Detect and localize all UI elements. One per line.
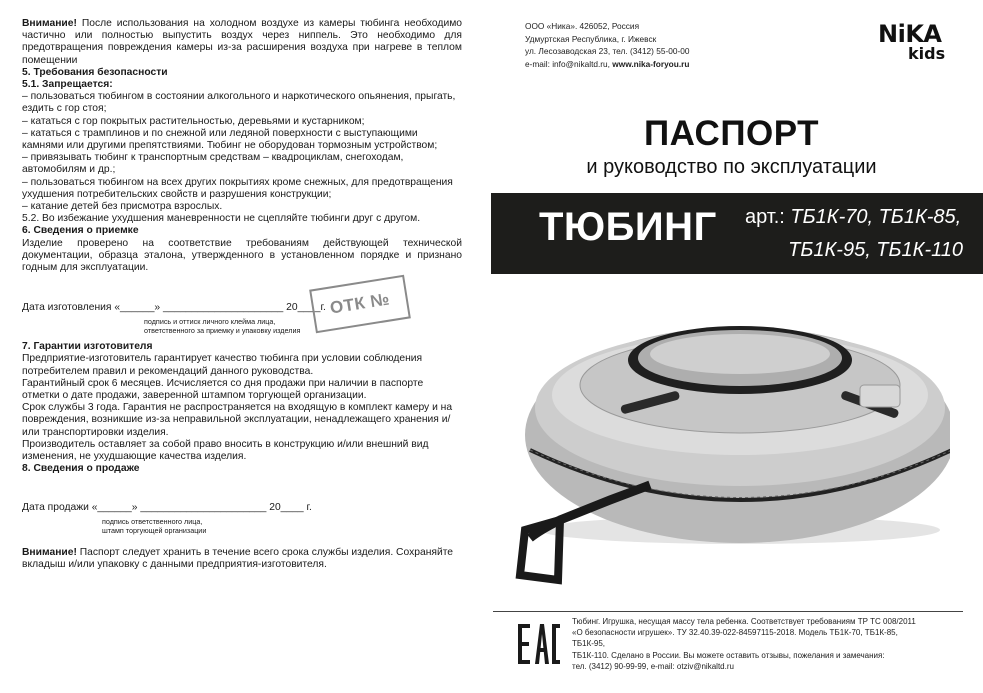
footer-text: [572, 616, 932, 672]
logo-sub: kids: [908, 44, 946, 63]
article-label: арт.:: [745, 206, 791, 228]
product-name: ТЮБИНГ: [539, 205, 717, 249]
list-item: – пользоваться тюбингом в состоянии алкогольного и наркотического опьянения, прыгать, ездить с гор стоя;: [22, 91, 456, 115]
warning-paragraph-2: [22, 547, 462, 571]
left-column: [22, 18, 462, 571]
section-5-2: 5.2. Во избежание ухудшения маневренности не сцепляйте тюбинги друг с другом.: [22, 213, 421, 225]
section-6-text: Изделие проверено на соответствие требованиям действующей технической документации, образца эталона, утвержденного в установленном порядке и признано годным для эксплуатации.: [22, 237, 462, 274]
tubing-image: [500, 290, 950, 595]
warning-label: Внимание!: [22, 546, 77, 558]
company-line: ул. Лесозаводская 23, тел. (3412) 55-00-00: [525, 46, 690, 56]
caption-line: подпись ответственного лица,: [102, 516, 203, 526]
footer-line: Тюбинг. Игрушка, несущая массу тела ребенка. Соответствует требованиям ТР ТС 008/2011: [572, 617, 916, 626]
article-codes-1: ТБ1К-70, ТБ1К-85,: [790, 206, 962, 228]
document-subtitle: и руководство по эксплуатации: [586, 156, 877, 178]
logo-brand: NiKA: [878, 20, 942, 48]
section-7-paragraph: Срок службы 3 года. Гарантия не распространяется на входящую в комплект камеру и на повреждения, возникшие из-за неправильной эксплуатации, ненадлежащего хранения и/или транспортировки изделия.: [22, 402, 453, 438]
manufacture-date-line: [22, 289, 462, 318]
section-7-paragraph: Гарантийный срок 6 месяцев. Исчисляется со дня продажи при наличии в паспорте отметки о дате продажи, заверенной штампом торгующей организации.: [22, 377, 424, 402]
eac-icon: [518, 622, 560, 666]
nika-kids-logo: [878, 22, 962, 70]
document-title: ПАСПОРТ: [644, 114, 819, 153]
eac-mark: [518, 622, 560, 671]
caption-line: подпись и оттиск личного клейма лица,: [144, 317, 276, 327]
warning-text: После использования на холодном воздухе из камеры тюбинга необходимо частично или полностью выпустить воздух через ниппель. Это необходимо для предотвращения повреждения камеры из-за расширения воздуха при нагреве в теплом помещении: [22, 18, 462, 66]
article-codes-2: ТБ1К-95, ТБ1К-110: [788, 239, 963, 261]
list-item: – привязывать тюбинг к транспортным средствам – квадроциклам, снегоходам, автомобилям и др.;: [22, 152, 404, 176]
caption-line: ответственного за приемку и упаковку изделия: [144, 326, 301, 336]
warning-paragraph-1: [22, 18, 462, 67]
sale-date: Дата продажи «______» ______________________ 20____ г.: [22, 501, 312, 513]
manufacture-date: Дата изготовления «______» _____________________ 20____г.: [22, 302, 326, 314]
section-5-1-title: 5.1. Запрещается:: [22, 79, 113, 91]
footer-line: тел. (3412) 90-99-99, e-mail: otziv@nikaltd.ru: [572, 661, 734, 671]
company-line: ООО «Ника». 426052, Россия: [525, 21, 640, 31]
warning-label: Внимание!: [22, 18, 77, 29]
footer-line: «О безопасности игрушек». ТУ 32.40.39-022-84597115-2018. Модель ТБ1К-70, ТБ1К-85, ТБ1К-95,: [572, 628, 898, 649]
footer-line: ТБ1К-110. Сделано в России. Вы можете оставить отзывы, пожелания и замечания:: [572, 650, 885, 660]
article-line-1: [745, 206, 961, 229]
otk-stamp: ОТК №: [309, 275, 411, 333]
company-contacts: [525, 58, 689, 71]
section-6-title: 6. Сведения о приемке: [22, 225, 139, 237]
list-item: – катание детей без присмотра взрослых.: [22, 201, 223, 213]
company-info: [525, 20, 689, 70]
section-7-paragraph: Предприятие-изготовитель гарантирует качество тюбинга при условии соблюдения потребителем правил и рекомендаций данного руководства.: [22, 353, 423, 377]
section-7-paragraph: Производитель оставляет за собой право вносить в конструкцию и/или внешний вид изменения, не ухудшающие качества изделия.: [22, 438, 429, 463]
company-website: www.nika-foryou.ru: [612, 58, 690, 69]
sale-date-line: [22, 502, 462, 514]
warning-text: Паспорт следует хранить в течение всего срока службы изделия. Сохраняйте вкладыш и/или упаковку с данными предприятия-изготовителя.: [22, 546, 454, 570]
company-line: Удмуртская Республика, г. Ижевск: [525, 33, 657, 44]
article-line-2: [788, 239, 963, 262]
caption-line: штамп торгующей организации: [102, 525, 207, 535]
section-5-title: 5. Требования безопасности: [22, 66, 168, 78]
section-7-title: 7. Гарантии изготовителя: [22, 341, 153, 353]
list-item: – кататься с гор покрытых растительностью, деревьями и кустарником;: [22, 115, 365, 127]
list-item: – пользоваться тюбингом на всех других покрытиях кроме снежных, для предотвращения ухудшения потребительских свойств и разрушения конструкции;: [22, 176, 453, 200]
section-8-title: 8. Сведения о продаже: [22, 463, 140, 475]
company-email: e-mail: info@nikaltd.ru,: [525, 58, 613, 69]
sale-caption: [22, 517, 462, 535]
list-item: – кататься с трамплинов и по снежной или ледяной поверхности с выступающими камнями или другими препятствиями. Тюбинг не оборудован тормозным устройством;: [22, 127, 438, 152]
product-band: [491, 193, 983, 274]
footer-divider: [493, 611, 963, 612]
